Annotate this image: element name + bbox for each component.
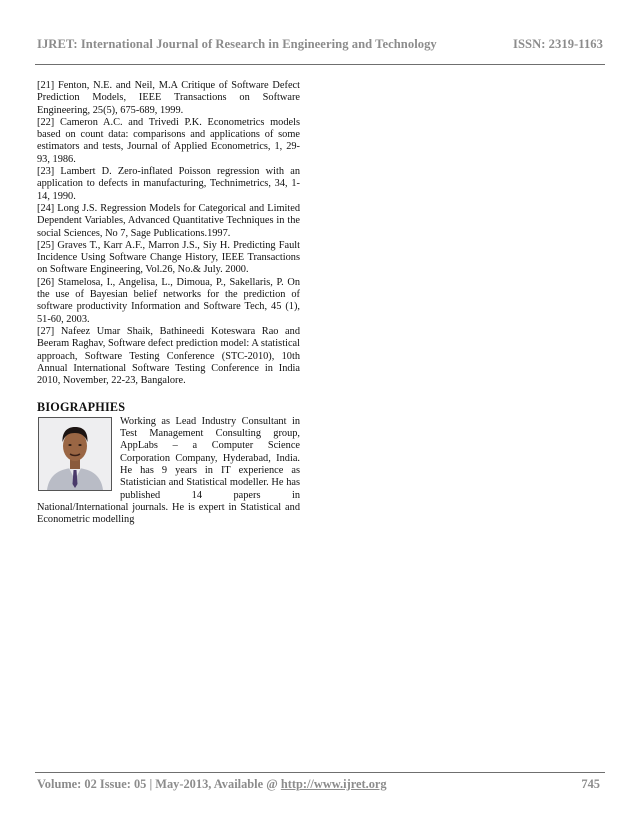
biography-text: Working as Lead Industry Consultant in Test Management Consulting group, AppLabs – a Computer Science Corporation Company, Hyderabad, India. He has 9 years in IT experience as Statistician and Statistical modeller. He has published 14 papers in National/International journals. He is expert in Statistical and Econometric modelling bbox=[37, 415, 300, 526]
reference-item: [25] Graves T., Karr A.F., Marron J.S., Siy H. Predicting Fault Incidence Using Software Change History, IEEE Transactions on Software Engineering, Vol.26, No.& July. 2000. bbox=[37, 239, 300, 276]
author-portrait-photo bbox=[38, 417, 112, 491]
author-portrait-icon bbox=[39, 418, 111, 490]
reference-item: [21] Fenton, N.E. and Neil, M.A Critique of Software Defect Prediction Models, IEEE Transactions on Software Engineering, 25(5), 675-689, 1999. bbox=[37, 80, 300, 116]
reference-item: [22] Cameron A.C. and Trivedi P.K. Econometrics models based on count data: comparisons and applications of some estimators and tests, Journal of Applied Econometrics, 1, 29-93, 1986. bbox=[37, 116, 300, 165]
biography-section bbox=[37, 416, 300, 527]
reference-item: [23] Lambert D. Zero-inflated Poisson regression with an application to defects in manufacturing, Technimetrics, 34, 1-14, 1990. bbox=[37, 166, 300, 202]
reference-item: [26] Stamelosa, I., Angelisa, L., Dimoua, P., Sakellaris, P. On the use of Bayesian belief networks for the prediction of software productivity Information and Software Tech, 45 (1), 51-60, 2003. bbox=[37, 276, 300, 325]
volume-issue-text: Volume: 02 Issue: 05 | May-2013, Available @ bbox=[37, 777, 281, 791]
header-rule bbox=[35, 64, 605, 65]
reference-item: [27] Nafeez Umar Shaik, Bathineedi Koteswara Rao and Beeram Raghav, Software defect prediction model: A statistical approach, Software Testing Conference (STC-2010), 10th Annual International Software Testing Conference in India 2010, November, 22-23, Bangalore. bbox=[37, 325, 300, 387]
issn: ISSN: 2319-1163 bbox=[513, 37, 603, 51]
reference-item: [24] Long J.S. Regression Models for Categorical and Limited Dependent Variables, Advanced Quantitative Techniques in the social Sciences, No 7, Sage Publications.1997. bbox=[37, 202, 300, 239]
page-number: 745 bbox=[581, 777, 600, 791]
left-column bbox=[37, 80, 300, 526]
journal-website-link[interactable]: http://www.ijret.org bbox=[280, 777, 387, 791]
reference-list bbox=[37, 80, 300, 387]
page-header bbox=[37, 37, 603, 52]
biographies-heading: BIOGRAPHIES bbox=[37, 400, 126, 415]
volume-info bbox=[37, 777, 387, 792]
page-footer bbox=[37, 777, 600, 792]
journal-title: IJRET: International Journal of Research in Engineering and Technology bbox=[37, 37, 437, 51]
footer-rule bbox=[35, 772, 605, 773]
